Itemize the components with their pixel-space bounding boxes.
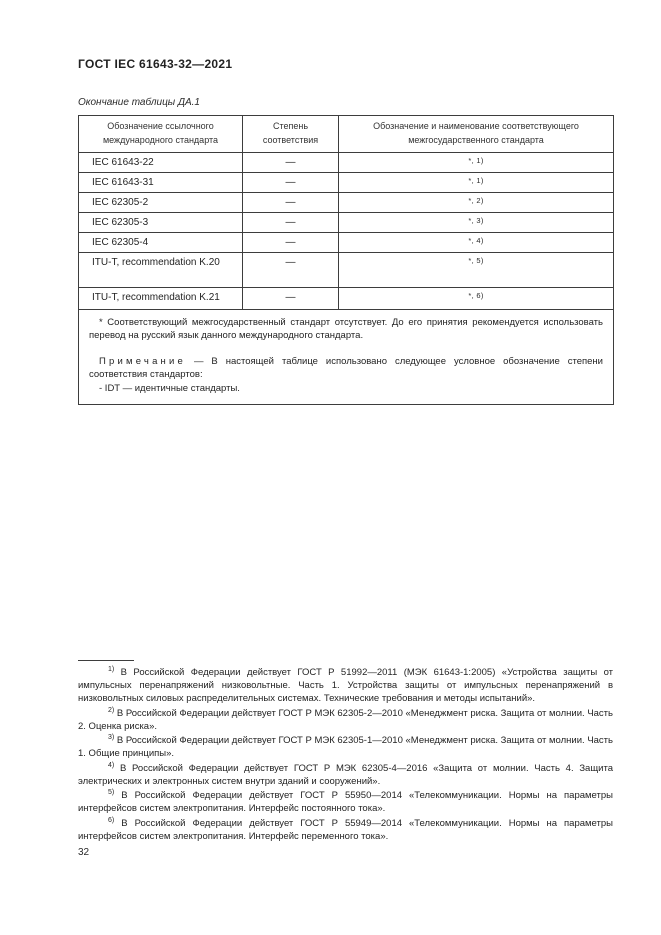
cell-standard: IEC 62305-3 [79,212,243,232]
cell-degree: — [243,252,339,287]
cell-note [339,287,614,309]
cell-note [339,252,614,287]
table-notes-cell [79,309,614,404]
table-header-row [79,116,614,153]
footnote-list [78,666,613,843]
column-header-interstate-standard: Обозначение и наименование соответствующего межгосударственного стандарта [339,116,614,153]
note-text: — В настоящей таблице использовано следующее условное обозначение степени соответствия стандартов: [89,355,603,380]
cell-standard: IEC 61643-31 [79,172,243,192]
table-notes-row [79,309,614,404]
page-content [78,57,613,405]
cell-standard: IEC 61643-22 [79,152,243,172]
cell-standard: IEC 62305-4 [79,232,243,252]
footnote-marker: 4) [108,761,115,769]
cell-note [339,192,614,212]
cell-standard: ITU-T, recommendation K.20 [79,252,243,287]
table-row [79,252,614,287]
footnote: $^{2)}$ В Российской Федерации действует ГОСТ Р МЭК 62305-2—2010 «Менеджмент риска. Защита от молнии. Часть 2. Оценка риска». [78,706,613,732]
footnote: $^{5)}$ В Российской Федерации действует ГОСТ Р 55950—2014 «Телекоммуникации. Нормы на параметры интерфейсов систем электропитания. Интерфейс постоянного тока». [78,788,613,814]
table-row [79,172,614,192]
note-list-item: - IDT — идентичные стандарты. [99,382,240,394]
page-header-title: ГОСТ IEC 61643-32—2021 [78,57,233,71]
table-header [79,116,614,153]
footnote-reference: *, 6) [468,290,484,300]
cell-degree: — [243,172,339,192]
table-rows [79,152,614,309]
footnote: $^{6)}$ В Российской Федерации действует ГОСТ Р 55949—2014 «Телекоммуникации. Нормы на параметры интерфейсов систем электропитания. Интерфейс переменного тока». [78,816,613,842]
table-note [89,355,603,381]
cell-standard: IEC 62305-2 [79,192,243,212]
cell-degree: — [243,152,339,172]
cell-degree: — [243,192,339,212]
footnote-marker: 1) [108,665,115,673]
footnote-marker: 6) [108,816,115,824]
footnote-separator-rule [78,660,134,661]
footnote-marker: 5) [108,788,115,796]
note-label: Примечание [99,355,186,367]
correspondence-table [78,115,614,405]
footnote-reference: *, 3) [468,215,484,225]
footnote-reference: *, 1) [468,175,484,185]
page-footnotes [78,660,613,858]
cell-degree: — [243,212,339,232]
footnote-reference: *, 2) [468,195,484,205]
cell-degree: — [243,287,339,309]
table-row [79,287,614,309]
footnote: $^{1)}$ В Российской Федерации действует ГОСТ Р 51992—2011 (МЭК 61643-1:2005) «Устройства защиты от импульсных перенапряжений низковольтные. Часть 1. Устройства защиты от импульсных перенапряжений в низковольтных силовых распределительных системах. Технические требования и методы испытаний». [78,665,613,704]
column-header-degree: Степень соответствия [243,116,339,153]
footnote-reference: *, 4) [468,235,484,245]
footnote-reference: *, 1) [468,155,484,165]
table-row [79,212,614,232]
column-header-reference-standard: Обозначение ссылочного международного стандарта [79,116,243,153]
cell-note [339,152,614,172]
cell-standard: ITU-T, recommendation K.21 [79,287,243,309]
cell-degree: — [243,232,339,252]
table-row [79,232,614,252]
footnote-reference: *, 5) [468,255,484,265]
footnote: $^{4)}$ В Российской Федерации действует ГОСТ Р МЭК 62305-4—2016 «Защита от молнии. Часть 4. Защита электрических и электронных систем внутри зданий и сооружений». [78,761,613,787]
cell-note [339,212,614,232]
footnote-marker: 2) [108,706,115,714]
footnote: $^{3)}$ В Российской Федерации действует ГОСТ Р МЭК 62305-1—2010 «Менеджмент риска. Защита от молнии. Часть 1. Общие принципы». [78,733,613,759]
table-row [79,192,614,212]
table-star-footnote: * Соответствующий межгосударственный стандарт отсутствует. До его принятия рекомендуется использовать перевод на русский язык данного международного стандарта. [89,316,603,341]
cell-note [339,232,614,252]
table-row [79,152,614,172]
page-number: 32 [78,846,90,858]
cell-note [339,172,614,192]
footnote-marker: 3) [108,733,115,741]
table-caption: Окончание таблицы ДА.1 [78,97,200,108]
